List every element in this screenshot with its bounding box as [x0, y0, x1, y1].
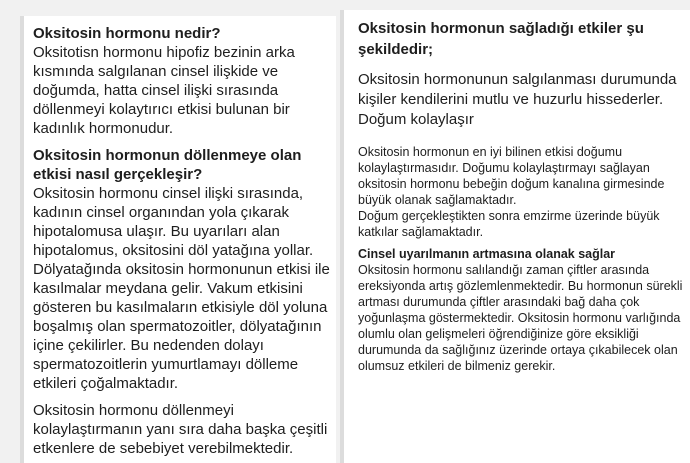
answer-what-is-oxytocin: Oksitotisn hormonu hipofiz bezinin arka kısmında salgılanan cinsel ilişkide ve doğumda, hatta cinsel ilişki sırasında döllenmeyi kolaytırıcı etkisi bulunan bir kadınlık hormonudur.: [33, 44, 295, 137]
left-article-column: [24, 16, 336, 463]
answer-other-factors: Oksitosin hormonu döllenmeyi kolaylaştırmanın yanı sıra daha başka çeşitli etkenlere de sebebiyet verebilmektedir.: [33, 402, 328, 457]
question-what-is-oxytocin: Oksitosin hormonu nedir?: [33, 25, 221, 42]
effects-title: Oksitosin hormonun sağladığı etkiler şu şekildedir;: [358, 20, 644, 58]
arousal-subtitle: Cinsel uyarılmanın artmasına olanak sağlar: [358, 247, 616, 261]
answer-fertilization-effect: Oksitosin hormonu cinsel ilişki sırasında, kadının cinsel organından yola çıkarak hipotalomusa ulaşır. Bu uyarıları alan hipotalomus, oksitosini döl yatağına yollar. Dölyatağında oksitosin hormonunun etkisi ile kasılmalar meydana gelir. Vakum etkisini gösteren bu kasılmaların etkisiyle döl yoluna boşalmış olan spermatozoitler, dölyatağının içine çekilirler. Bu nedenden dolayı spermatozoitlerin yumurtlamayı dölleme etkileri çoğalmaktadır.: [33, 185, 330, 392]
breastfeeding-paragraph: Doğum gerçekleştikten sonra emzirme üzerinde büyük katkılar sağlamaktadır.: [358, 209, 660, 239]
arousal-paragraph: Oksitosin hormonu salılandığı zaman çiftler arasında ereksiyonda artış gözlemlenmektedir. Bu hormonun sürekli artması durumunda çiftler arasındaki bağ daha çok yoğunlaşma göstermektedir. Oksitosin hormonu varlığında olumlu olan gelişmeleri öğrendiğinize göre eksikliği durumunda da sağlığınız üzerinde ortaya çıkabilecek olan olumsuz etkileri de bilmeniz gerekir.: [358, 263, 683, 373]
question-fertilization-effect: Oksitosin hormonun döllenmeye olan etkisi nasıl gerçekleşir?: [33, 147, 302, 183]
effects-intro-birth: Doğum kolaylaşır: [358, 111, 474, 128]
effects-intro-happiness: Oksitosin hormonunun salgılanması durumunda kişiler kendilerini mutlu ve huzurlu hissederler.: [358, 71, 677, 108]
birth-effect-paragraph: Oksitosin hormonun en iyi bilinen etkisi doğumu kolaylaştırmasıdır. Doğumu kolaylaştırmayı sağlayan oksitosin hormonu bebeğin doğum kanalına girmesinde büyük olanak sağlamaktadır.: [358, 145, 665, 207]
right-article-column: [344, 10, 690, 463]
effects-intro: [358, 70, 686, 130]
